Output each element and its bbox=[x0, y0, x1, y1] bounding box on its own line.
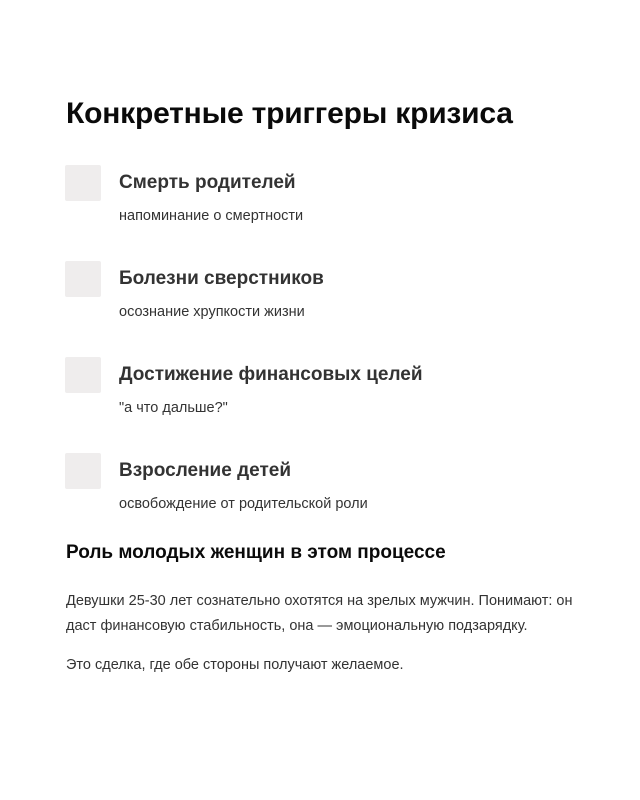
page-title: Конкретные триггеры кризиса bbox=[66, 97, 513, 130]
trigger-title: Взросление детей bbox=[119, 460, 292, 481]
section-paragraph: Это сделка, где обе стороны получают желаемое. bbox=[66, 657, 404, 673]
section-body bbox=[66, 589, 586, 678]
trigger-title: Достижение финансовых целей bbox=[119, 364, 423, 385]
trigger-item-parents-death bbox=[65, 165, 585, 261]
trigger-description: освобождение от родительской роли bbox=[119, 496, 368, 512]
trigger-description: напоминание о смертности bbox=[119, 208, 304, 224]
square-bullet-icon bbox=[65, 165, 101, 201]
trigger-title: Болезни сверстников bbox=[119, 268, 324, 289]
trigger-item-financial-goals bbox=[65, 357, 585, 453]
trigger-item-peer-illness bbox=[65, 261, 585, 357]
section-heading: Роль молодых женщин в этом процессе bbox=[66, 542, 446, 563]
trigger-description: "а что дальше?" bbox=[119, 400, 228, 416]
trigger-list bbox=[65, 165, 585, 549]
square-bullet-icon bbox=[65, 261, 101, 297]
section-paragraph: Девушки 25-30 лет сознательно охотятся на зрелых мужчин. Понимают: он даст финансовую стабильность, она — эмоциональную подзарядку. bbox=[66, 593, 573, 634]
square-bullet-icon bbox=[65, 357, 101, 393]
square-bullet-icon bbox=[65, 453, 101, 489]
trigger-item-children-growing-up bbox=[65, 453, 585, 549]
trigger-description: осознание хрупкости жизни bbox=[119, 304, 305, 320]
trigger-title: Смерть родителей bbox=[119, 172, 296, 193]
